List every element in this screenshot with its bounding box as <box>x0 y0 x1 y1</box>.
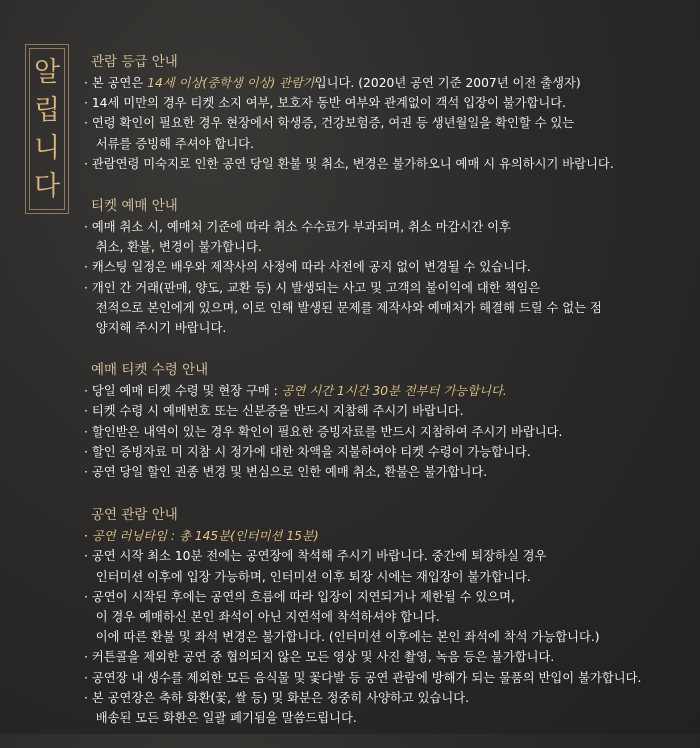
notice-line <box>84 278 694 298</box>
notice-text: · 개인 간 거래(판매, 양도, 교환 등) 시 발생되는 사고 및 고객의 불이익에 대한 책임은 <box>84 280 541 295</box>
notice-line <box>84 154 694 174</box>
notice-text: 서류를 증빙해 주셔야 합니다. <box>84 136 254 151</box>
notice-text: 인터미션 이후에 입장 가능하며, 인터미션 이후 퇴장 시에는 재입장이 불가합니다. <box>84 569 531 584</box>
highlight-text: 14세 이상(중학생 이상) 관람가 <box>147 76 315 90</box>
section-viewing-rating <box>84 52 694 174</box>
notice-line <box>84 113 694 133</box>
notice-text: · 당일 예매 티켓 수령 및 현장 구매 : <box>84 384 282 399</box>
notice-text: 입니다. (2020년 공연 기준 2007년 이전 출생자) <box>314 76 581 90</box>
notice-text: · 예매 취소 시, 예매처 기준에 따라 취소 수수료가 부과되며, 취소 마감시간 이후 <box>84 220 511 235</box>
section-title: 예매 티켓 수령 안내 <box>91 362 209 379</box>
title-char: 다 <box>33 170 61 202</box>
notice-line <box>84 298 694 318</box>
notice-text: · 캐스팅 일정은 배우와 제작사의 사정에 따라 사전에 공지 없이 변경될 수 있습니다. <box>84 260 531 275</box>
notice-line <box>84 647 694 667</box>
notice-line <box>84 93 694 113</box>
notice-line <box>84 237 694 257</box>
notice-text: · 본 공연장은 축하 화환(꽃, 쌀 등) 및 화분은 정중히 사양하고 있습니다. <box>84 690 470 705</box>
section-title: 공연 관람 안내 <box>91 507 178 524</box>
title-char: 립 <box>33 94 61 126</box>
notice-line <box>84 526 694 546</box>
notice-text: · 공연이 시작된 후에는 공연의 흐름에 따라 입장이 지연되거나 제한될 수 있으며, <box>84 589 515 604</box>
notice-line <box>84 607 694 627</box>
notice-text: 배송된 모든 화환은 일괄 폐기됨을 말씀드립니다. <box>84 711 357 726</box>
notice-line <box>84 688 694 708</box>
notice-text: · 연령 확인이 필요한 경우 현장에서 학생증, 건강보험증, 여권 등 생년월일을 확인할 수 있는 <box>84 116 575 131</box>
notice-line <box>84 257 694 277</box>
notice-line <box>84 567 694 587</box>
notice-text: 양지해 주시기 바랍니다. <box>84 321 227 336</box>
notice-content <box>84 52 694 748</box>
notice-vertical-title <box>25 44 69 214</box>
notice-vertical-title-frame <box>29 48 65 210</box>
notice-line <box>84 134 694 154</box>
notice-line <box>84 668 694 688</box>
notice-line <box>84 627 694 647</box>
notice-text: 전적으로 본인에게 있으며, 이로 인해 발생된 문제를 제작사와 예매처가 해결해 드릴 수 없는 점 <box>84 300 602 315</box>
notice-line <box>84 422 694 442</box>
notice-text: · 할인받은 내역이 있는 경우 확인이 필요한 증빙자료를 반드시 지참하여 주시기 바랍니다. <box>84 424 563 439</box>
title-char: 니 <box>33 132 61 164</box>
notice-text: 이에 따른 환불 및 좌석 변경은 불가합니다. (인터미션 이후에는 본인 좌석에 착석 가능합니다.) <box>84 630 600 645</box>
notice-text: · 할인 증빙자료 미 지참 시 정가에 대한 차액을 지불하여야 티켓 수령이 가능합니다. <box>84 444 531 459</box>
notice-text: · 본 공연은 <box>84 76 148 90</box>
section-ticket-pickup <box>84 360 694 482</box>
section-ticket-booking <box>84 196 694 338</box>
notice-line <box>84 546 694 566</box>
notice-line <box>84 318 694 338</box>
section-performance-viewing <box>84 505 694 728</box>
notice-line <box>84 381 694 401</box>
notice-line <box>84 217 694 237</box>
notice-text: · 공연 시작 최소 10분 전에는 공연장에 착석해 주시기 바랍니다. 중간에 퇴장하실 경우 <box>84 549 547 564</box>
notice-line <box>84 708 694 728</box>
notice-line <box>84 442 694 462</box>
highlight-text: 공연 시간 1시간 30분 전부터 가능합니다. <box>281 384 507 399</box>
notice-text: 이 경우 예매하신 본인 좌석이 아닌 지연석에 착석하셔야 합니다. <box>84 610 440 625</box>
notice-line <box>84 73 694 93</box>
highlight-text: 공연 러닝타임 : 총 145분(인터미션 15분) <box>91 529 319 544</box>
notice-line <box>84 401 694 421</box>
title-char: 알 <box>33 56 61 88</box>
notice-text: · 14세 미만의 경우 티켓 소지 여부, 보호자 동반 여부와 관계없이 객석 입장이 불가합니다. <box>84 96 567 111</box>
notice-text: · 커튼콜을 제외한 공연 중 협의되지 않은 모든 영상 및 사진 촬영, 녹음 등은 불가합니다. <box>84 650 555 665</box>
notice-text: · 관람연령 미숙지로 인한 공연 당일 환불 및 취소, 변경은 불가하오니 예매 시 유의하시기 바랍니다. <box>84 156 614 171</box>
notice-line <box>84 587 694 607</box>
notice-text: · 티켓 수령 시 예매번호 또는 신분증을 반드시 지참해 주시기 바랍니다. <box>84 404 464 419</box>
notice-text: 취소, 환불, 변경이 불가합니다. <box>84 240 262 255</box>
notice-line <box>84 462 694 482</box>
notice-text: · 공연장 내 생수를 제외한 모든 음식물 및 꽃다발 등 공연 관람에 방해가 되는 물품의 반입이 불가합니다. <box>84 670 642 685</box>
notice-text: · <box>84 529 92 544</box>
notice-text: · 공연 당일 할인 권종 변경 및 변심으로 인한 예매 취소, 환불은 불가합니다. <box>84 465 488 480</box>
section-title: 티켓 예매 안내 <box>91 198 178 215</box>
section-title: 관람 등급 안내 <box>91 54 178 70</box>
